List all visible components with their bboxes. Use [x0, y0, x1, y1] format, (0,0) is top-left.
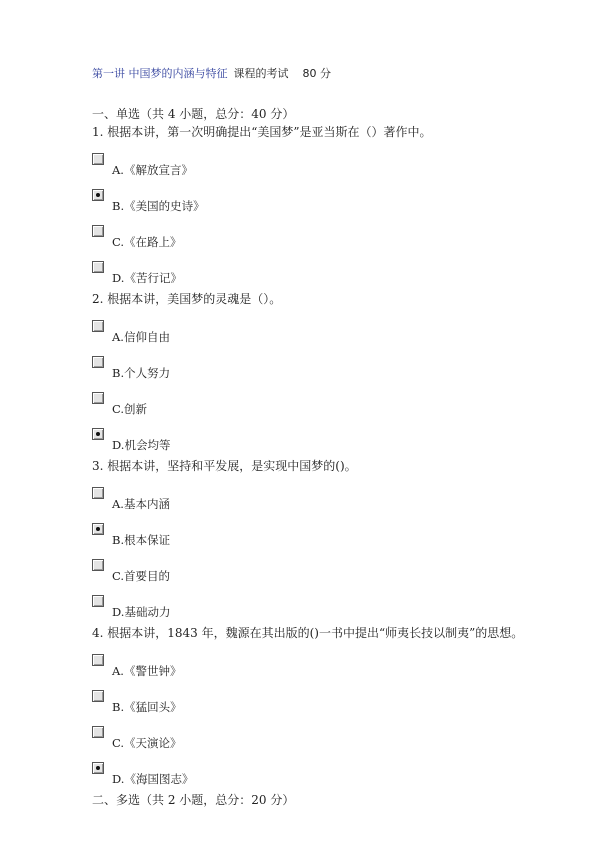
radio-button[interactable] [92, 726, 104, 738]
exam-page [92, 66, 562, 808]
section-title-multiple-choice: 二、多选（共 2 小题，总分：20 分） [92, 793, 295, 807]
option-label: C.创新 [112, 402, 148, 416]
option-item[interactable] [92, 225, 562, 247]
radio-button[interactable] [92, 356, 104, 368]
option-item[interactable] [92, 153, 562, 175]
option-label: A.基本内涵 [112, 497, 170, 511]
question-4 [92, 625, 562, 784]
option-label: D.机会均等 [112, 438, 171, 452]
option-item[interactable] [92, 595, 562, 617]
option-label: D.《海国图志》 [112, 772, 194, 786]
exam-header [92, 66, 562, 82]
radio-button-selected[interactable] [92, 428, 104, 440]
question-text: 1. 根据本讲，第一次明确提出“美国梦”是亚当斯在（）著作中。 [92, 125, 432, 139]
radio-button-selected[interactable] [92, 523, 104, 535]
option-label: A.信仰自由 [112, 330, 170, 344]
question-3 [92, 458, 562, 617]
option-item[interactable] [92, 523, 562, 545]
option-item[interactable] [92, 559, 562, 581]
question-1 [92, 124, 562, 283]
option-item[interactable] [92, 487, 562, 509]
option-item[interactable] [92, 762, 562, 784]
option-item[interactable] [92, 726, 562, 748]
option-label: C.《在路上》 [112, 235, 182, 249]
section-title-single-choice: 一、单选（共 4 小题，总分：40 分） [92, 107, 295, 121]
option-item[interactable] [92, 261, 562, 283]
radio-button[interactable] [92, 225, 104, 237]
question-2 [92, 291, 562, 450]
option-label: A.《警世钟》 [112, 664, 182, 678]
option-label: C.《天演论》 [112, 736, 182, 750]
exam-subtitle: 课程的考试 [233, 67, 289, 80]
radio-button[interactable] [92, 559, 104, 571]
radio-button[interactable] [92, 320, 104, 332]
option-item[interactable] [92, 356, 562, 378]
option-label: B.个人努力 [112, 366, 171, 380]
radio-button[interactable] [92, 261, 104, 273]
option-item[interactable] [92, 320, 562, 342]
radio-button-selected[interactable] [92, 762, 104, 774]
question-text: 4. 根据本讲，1843 年，魏源在其出版的()一书中提出“师夷长技以制夷”的思想。 [92, 626, 524, 640]
question-text: 3. 根据本讲，坚持和平发展，是实现中国梦的()。 [92, 459, 357, 473]
option-label: C.首要目的 [112, 569, 171, 583]
radio-button-selected[interactable] [92, 189, 104, 201]
radio-button[interactable] [92, 595, 104, 607]
radio-button[interactable] [92, 654, 104, 666]
option-label: B.《猛回头》 [112, 700, 182, 714]
option-item[interactable] [92, 392, 562, 414]
radio-button[interactable] [92, 392, 104, 404]
radio-button[interactable] [92, 153, 104, 165]
option-label: D.《苦行记》 [112, 271, 182, 285]
option-label: D.基础动力 [112, 605, 171, 619]
option-item[interactable] [92, 189, 562, 211]
exam-score: 80 分 [302, 67, 331, 80]
lecture-title-link[interactable]: 第一讲 中国梦的内涵与特征 [92, 67, 228, 80]
option-label: A.《解放宣言》 [112, 163, 193, 177]
option-label: B.《美国的史诗》 [112, 199, 205, 213]
option-item[interactable] [92, 654, 562, 676]
option-item[interactable] [92, 690, 562, 712]
radio-button[interactable] [92, 487, 104, 499]
question-text: 2. 根据本讲，美国梦的灵魂是（）。 [92, 292, 282, 306]
option-item[interactable] [92, 428, 562, 450]
radio-button[interactable] [92, 690, 104, 702]
option-label: B.根本保证 [112, 533, 171, 547]
